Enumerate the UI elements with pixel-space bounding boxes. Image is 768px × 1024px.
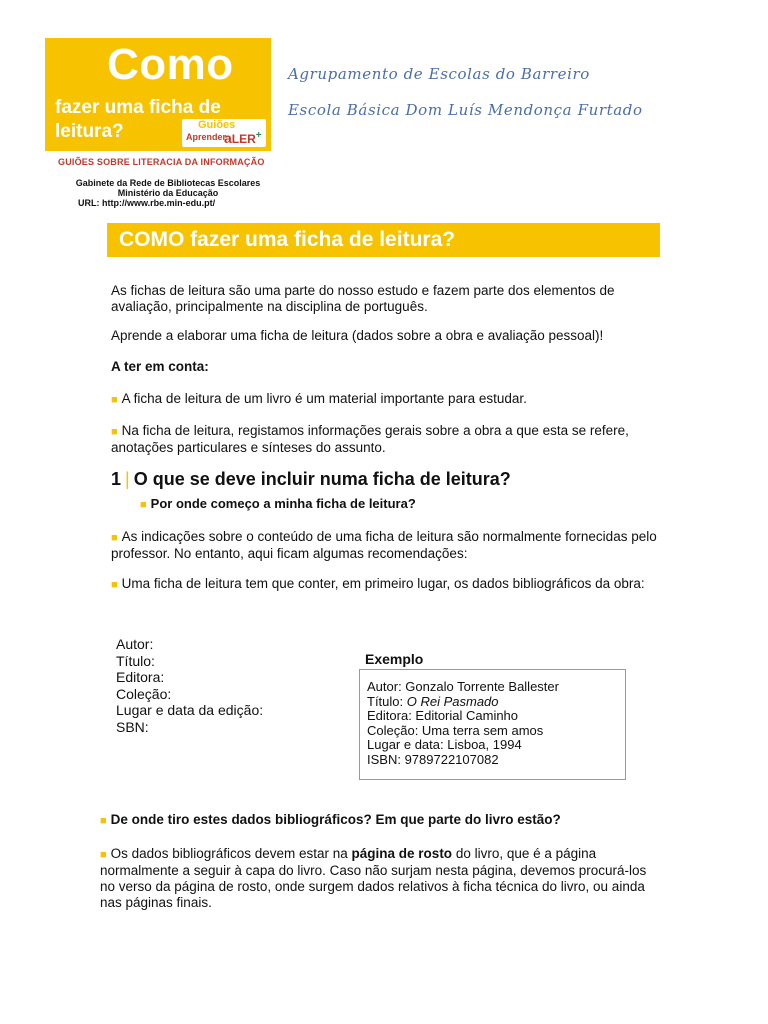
a-ter-em-conta-heading: A ter em conta: bbox=[111, 359, 209, 374]
section-1-heading: 1 | O que se deve incluir numa ficha de leitura? bbox=[111, 469, 511, 489]
school-agrupamento: Agrupamento de Escolas do Barreiro bbox=[288, 65, 590, 83]
yellow-square-bullet-icon: ■ bbox=[111, 579, 118, 591]
page-title-banner: COMO fazer uma ficha de leitura? bbox=[107, 223, 660, 257]
logo-subtitle: fazer uma ficha de leitura? bbox=[55, 97, 221, 142]
series-title: GUIÕES SOBRE LITERACIA DA INFORMAÇÃO bbox=[58, 157, 265, 167]
school-escola: Escola Básica Dom Luís Mendonça Furtado bbox=[288, 101, 643, 119]
field-editora: Editora: bbox=[116, 669, 165, 686]
bibliographic-fields-list bbox=[116, 636, 263, 736]
subquestion: ■ Por onde começo a minha ficha de leitura? bbox=[140, 496, 416, 511]
intro-paragraph-1: As fichas de leitura são uma parte do nosso estudo e fazem parte dos elementos de avaliação, principalmente na disciplina de português. bbox=[111, 283, 615, 314]
exemplo-titulo: Título: O Rei Pasmado bbox=[367, 693, 499, 709]
exemplo-isbn: ISBN: 9789722107082 bbox=[367, 751, 499, 767]
bullet-2: ■ Na ficha de leitura, registamos informações gerais sobre a obra a que esta se refere, anotações particulares e sínteses do assunto. bbox=[111, 423, 629, 455]
section-2-question: ■ De onde tiro estes dados bibliográficos? Em que parte do livro estão? bbox=[100, 812, 561, 827]
exemplo-editora: Editora: Editorial Caminho bbox=[367, 708, 519, 724]
yellow-square-bullet-icon: ■ bbox=[111, 426, 118, 438]
logo-title: Como bbox=[107, 40, 234, 89]
intro-paragraph-2: Aprende a elaborar uma ficha de leitura (dados sobre a obra e avaliação pessoal)! bbox=[111, 328, 604, 343]
bullet-1: ■ A ficha de leitura de um livro é um material importante para estudar. bbox=[111, 391, 527, 406]
field-autor: Autor: bbox=[116, 636, 154, 652]
exemplo-autor: Autor: Gonzalo Torrente Ballester bbox=[367, 679, 559, 694]
exemplo-box bbox=[359, 669, 626, 780]
exemplo-colecao: Coleção: Uma terra sem amos bbox=[367, 722, 544, 738]
yellow-square-bullet-icon: ■ bbox=[111, 532, 118, 544]
yellow-square-bullet-icon: ■ bbox=[140, 499, 147, 511]
yellow-square-bullet-icon: ■ bbox=[111, 394, 118, 406]
exemplo-lugar: Lugar e data: Lisboa, 1994 bbox=[367, 737, 522, 753]
gabinete-info: Gabinete da Rede de Bibliotecas Escolares Ministério da Educação bbox=[75, 178, 261, 198]
field-lugar-data: Lugar e data da edição: bbox=[116, 702, 264, 719]
field-titulo: Título: bbox=[116, 652, 155, 669]
badge-aprender: Aprender bbox=[186, 132, 227, 142]
badge-guioes: Guiões bbox=[198, 119, 236, 131]
section-1-paragraph-2: ■ Uma ficha de leitura tem que conter, em primeiro lugar, os dados bibliográficos da obra: bbox=[111, 576, 645, 591]
exemplo-title: Exemplo bbox=[365, 651, 424, 667]
field-colecao: Coleção: bbox=[116, 685, 172, 702]
logo bbox=[45, 38, 271, 151]
section-1-paragraph-1: ■ As indicações sobre o conteúdo de uma ficha de leitura são normalmente fornecidas pelo professor. No entanto, aqui ficam algumas recomendações: bbox=[111, 529, 657, 561]
section-2-paragraph: ■ Os dados bibliográficos devem estar na página de rosto do livro, que é a página normalmente a seguir à capa do livro. Caso não surjam nesta página, devemos procurá-los no verso da página de rosto, onde surgem dados relativos à ficha técnica do livro, ou ainda nas páginas finais. bbox=[100, 846, 647, 910]
guioes-aprender-aler-badge bbox=[182, 119, 266, 147]
url-link[interactable]: URL: http://www.rbe.min-edu.pt/ bbox=[78, 198, 216, 208]
yellow-square-bullet-icon: ■ bbox=[100, 815, 107, 827]
yellow-square-bullet-icon: ■ bbox=[100, 849, 107, 861]
field-sbn: SBN: bbox=[116, 718, 149, 735]
badge-aler: aLER+ bbox=[224, 130, 262, 146]
